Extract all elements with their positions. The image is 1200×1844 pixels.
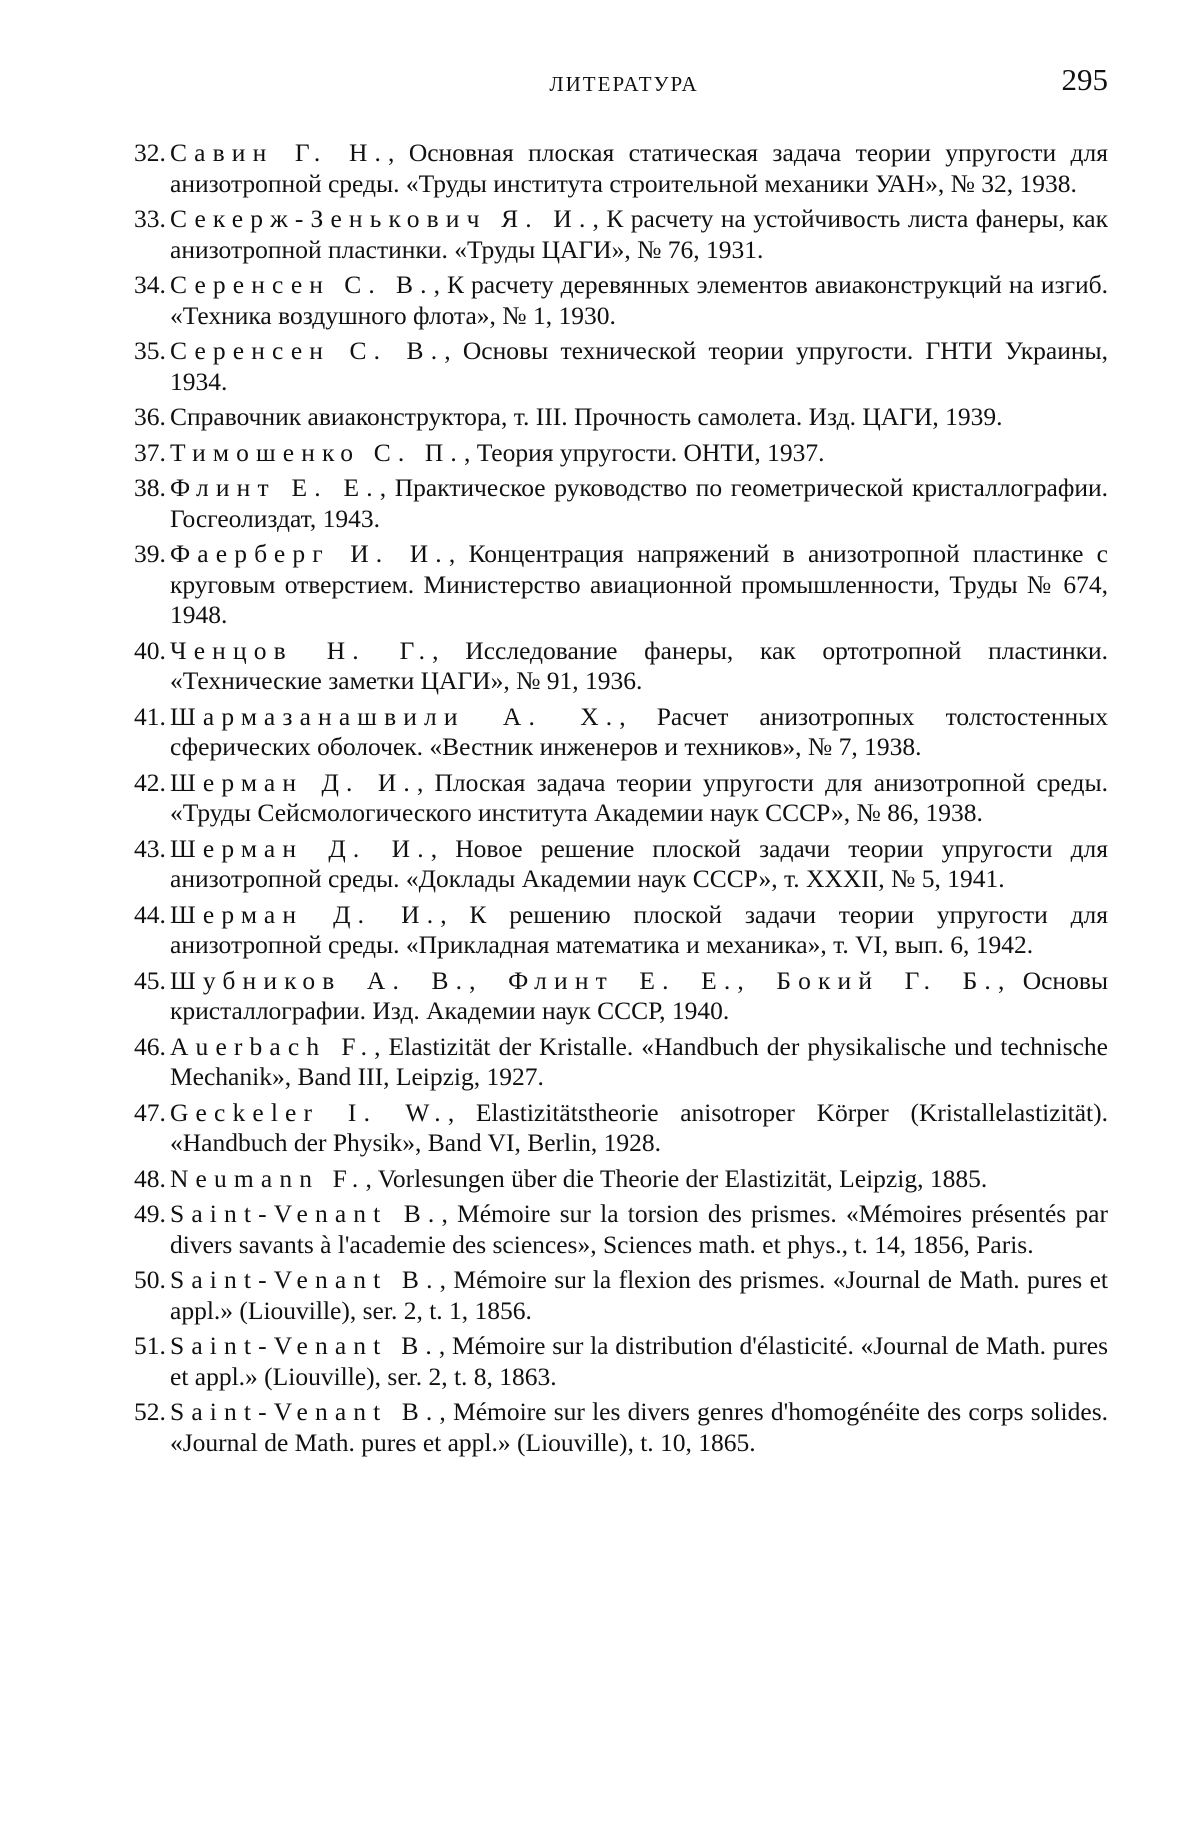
reference-number: 50.: [134, 1265, 166, 1294]
reference-item: 35. Серенсен С. В., Основы технической теории упругости. ГНТИ Украины, 1934.: [134, 336, 1108, 396]
reference-author: Auerbach F.: [170, 1031, 375, 1061]
reference-text: Основная плоская статическая задача теории упругости для анизотропной среды. «Труды института строительной механики УАН», № 32, 1938.: [170, 138, 1108, 198]
reference-item: 37. Тимошенко С. П., Теория упругости. ОНТИ, 1937.: [134, 437, 825, 467]
reference-number: 34.: [134, 270, 166, 299]
reference-number: 51.: [134, 1331, 166, 1360]
reference-number: 36.: [134, 402, 166, 431]
reference-text: Mémoire sur la distribution d'élasticité. «Journal de Math. pures et appl.» (Liouville), ser. 2, t. 8, 1863.: [170, 1331, 1108, 1391]
reference-author: Saint-Venant B.: [170, 1265, 440, 1294]
reference-number: 52.: [134, 1397, 166, 1426]
reference-item: 41. Шармазанашвили А. Х., Расчет анизотропных толстостенных сферических оболочек. «Вестник инженеров и техников», № 7, 1938.: [134, 701, 1108, 761]
reference-number: 38.: [134, 473, 166, 502]
reference-item: 40. Ченцов Н. Г., Исследование фанеры, как ортотропной пластинки. «Технические заметки ЦАГИ», № 91, 1936.: [134, 635, 1109, 695]
reference-item: 47. Geckeler I. W., Elastizitätstheorie anisotroper Körper (Kristallelastizität). «Handbuch der Physik», Band VI, Berlin, 1928.: [134, 1097, 1109, 1157]
reference-text: Справочник авиаконструктора, т. III. Прочность самолета. Изд. ЦАГИ, 1939.: [170, 402, 1003, 431]
reference-author: Шерман Д. И.: [170, 767, 417, 797]
reference-author: Ченцов Н. Г.: [170, 635, 433, 665]
reference-item: 39. Фаерберг И. И., Концентрация напряжений в анизотропной пластинке с круговым отверстием. Министерство авиационной промышленности, Труды № 674, 1948.: [134, 539, 1108, 629]
reference-text: К решению плоской задачи теории упругости для анизотропной среды. «Прикладная математика и механика», т. VI, вып. 6, 1942.: [170, 899, 1108, 959]
reference-list: [134, 138, 1108, 1463]
reference-item: 33. Секерж-Зенькович Я. И., К расчету на устойчивость листа фанеры, как анизотропной пластинки. «Труды ЦАГИ», № 76, 1931.: [134, 204, 1108, 264]
reference-number: 41.: [134, 701, 166, 731]
reference-author: Шармазанашвили А. Х.: [170, 701, 620, 731]
reference-number: 42.: [134, 767, 166, 797]
reference-text: Исследование фанеры, как ортотропной пластинки. «Технические заметки ЦАГИ», № 91, 1936.: [170, 635, 1109, 695]
reference-author: Geckeler I. W.: [170, 1097, 448, 1127]
reference-item: 43. Шерман Д. И., Новое решение плоской задачи теории упругости для анизотропной среды. «Доклады Академии наук СССР», т. XXXII, № 5, 1941.: [134, 833, 1109, 893]
reference-author: Saint-Venant B.: [170, 1199, 442, 1228]
reference-number: 33.: [134, 204, 166, 233]
reference-item: 46. Auerbach F., Elastizität der Kristalle. «Handbuch der physikalische und technische Mechanik», Band III, Leipzig, 1927.: [134, 1031, 1108, 1091]
reference-text: К расчету на устойчивость листа фанеры, как анизотропной пластинки. «Труды ЦАГИ», № 76, 1931.: [170, 204, 1108, 264]
reference-item: 38. Флинт Е. Е., Практическое руководство по геометрической кристаллографии. Госгеолиздат, 1943.: [134, 473, 1109, 533]
reference-text: Расчет анизотропных толстостенных сферических оболочек. «Вестник инженеров и техников», № 7, 1938.: [170, 701, 1108, 761]
reference-number: 43.: [134, 833, 166, 863]
reference-number: 45.: [134, 965, 166, 995]
reference-text: Mémoire sur la flexion des prismes. «Journal de Math. pures et appl.» (Liouville), ser. 2, t. 1, 1856.: [170, 1265, 1109, 1325]
reference-number: 37.: [134, 437, 166, 467]
reference-text: Новое решение плоской задачи теории упругости для анизотропной среды. «Доклады Академии наук СССР», т. XXXII, № 5, 1941.: [170, 833, 1109, 893]
reference-item: 32. Савин Г. Н., Основная плоская статическая задача теории упругости для анизотропной среды. «Труды института строительной механики УАН», № 32, 1938.: [134, 138, 1108, 198]
reference-author: Тимошенко С. П.: [170, 437, 464, 467]
reference-number: 35.: [134, 336, 166, 365]
reference-text: Основы кристаллографии. Изд. Академии наук СССР, 1940.: [170, 965, 1108, 1025]
reference-text: Mémoire sur la torsion des prismes. «Mémoires présentés par divers savants à l'academie des sciences», Sciences math. et phys., t. 14, 1856, Paris.: [170, 1199, 1108, 1259]
reference-text: Практическое руководство по геометрической кристаллографии. Госгеолиздат, 1943.: [170, 473, 1109, 533]
reference-author: Шерман Д. И.: [170, 899, 441, 929]
reference-author: Saint-Venant B.: [170, 1397, 440, 1426]
reference-author: Серенсен С. В.: [170, 270, 434, 299]
page-number: 295: [1061, 62, 1108, 97]
reference-author: Секерж-Зенькович Я. И.: [170, 204, 593, 233]
reference-author: Saint-Venant B.: [170, 1331, 439, 1360]
reference-number: 49.: [134, 1199, 166, 1228]
reference-item: 44. Шерман Д. И., К решению плоской задачи теории упругости для анизотропной среды. «Прикладная математика и механика», т. VI, вып. 6, 1942.: [134, 899, 1108, 959]
reference-item: 45. Шубников А. В., Флинт Е. Е., Бокий Г. Б., Основы кристаллографии. Изд. Академии наук СССР, 1940.: [134, 965, 1108, 1025]
reference-item: 50. Saint-Venant B., Mémoire sur la flexion des prismes. «Journal de Math. pures et appl.» (Liouville), ser. 2, t. 1, 1856.: [134, 1265, 1109, 1325]
reference-item: 48. Neumann F., Vorlesungen über die Theorie der Elastizität, Leipzig, 1885.: [134, 1163, 988, 1193]
reference-item: 42. Шерман Д. И., Плоская задача теории упругости для анизотропной среды. «Труды Сейсмологического института Академии наук СССР», № 86, 1938.: [134, 767, 1109, 827]
reference-text: Mémoire sur les divers genres d'homogénéite des corps solides. «Journal de Math. pures et appl.» (Liouville), t. 10, 1865.: [170, 1397, 1108, 1457]
reference-item: 34. Серенсен С. В., К расчету деревянных элементов авиаконструкций на изгиб. «Техника воздушного флота», № 1, 1930.: [134, 270, 1109, 330]
page-header: [140, 62, 1108, 106]
reference-author: Савин Г. Н.: [170, 138, 389, 167]
reference-text: Основы технической теории упругости. ГНТИ Украины, 1934.: [170, 336, 1108, 396]
reference-number: 39.: [134, 539, 166, 568]
reference-author: Neumann F.: [170, 1163, 366, 1193]
reference-text: К расчету деревянных элементов авиаконструкций на изгиб. «Техника воздушного флота», № 1, 1930.: [170, 270, 1109, 330]
reference-text: Vorlesungen über die Theorie der Elastizität, Leipzig, 1885.: [377, 1163, 988, 1193]
reference-number: 32.: [134, 138, 166, 167]
reference-item: 52. Saint-Venant B., Mémoire sur les divers genres d'homogénéite des corps solides. «Journal de Math. pures et appl.» (Liouville), t. 10, 1865.: [134, 1397, 1108, 1457]
reference-text: Elastizität der Kristalle. «Handbuch der physikalische und technische Mechanik», Band III, Leipzig, 1927.: [170, 1031, 1108, 1091]
reference-number: 44.: [134, 899, 166, 929]
reference-item: [134, 402, 1108, 433]
reference-text: Elastizitätstheorie anisotroper Körper (Kristallelastizität). «Handbuch der Physik», Band VI, Berlin, 1928.: [170, 1097, 1109, 1157]
reference-author: Шерман Д. И.: [170, 833, 431, 863]
reference-author: Фаерберг И. И.: [170, 539, 449, 568]
reference-number: 40.: [134, 635, 166, 665]
reference-number: 47.: [134, 1097, 166, 1127]
reference-author: Флинт Е. Е.: [170, 473, 380, 502]
reference-text: Теория упругости. ОНТИ, 1937.: [476, 437, 825, 467]
reference-author: Серенсен С. В.: [170, 336, 445, 365]
reference-item: 51. Saint-Venant B., Mémoire sur la distribution d'élasticité. «Journal de Math. pures et appl.» (Liouville), ser. 2, t. 8, 1863.: [134, 1331, 1108, 1391]
reference-number: 48.: [134, 1163, 166, 1193]
reference-text: Концентрация напряжений в анизотропной пластинке с круговым отверстием. Министерство авиационной промышленности, Труды № 674, 1948.: [170, 539, 1108, 629]
reference-number: 46.: [134, 1031, 166, 1061]
reference-author: Шубников А. В., Флинт Е. Е., Бокий Г. Б.: [170, 965, 998, 995]
running-head: ЛИТЕРАТУРА: [549, 72, 699, 96]
reference-item: 49. Saint-Venant B., Mémoire sur la torsion des prismes. «Mémoires présentés par divers savants à l'academie des sciences», Sciences math. et phys., t. 14, 1856, Paris.: [134, 1199, 1108, 1259]
reference-text: Плоская задача теории упругости для анизотропной среды. «Труды Сейсмологического института Академии наук СССР», № 86, 1938.: [170, 767, 1109, 827]
